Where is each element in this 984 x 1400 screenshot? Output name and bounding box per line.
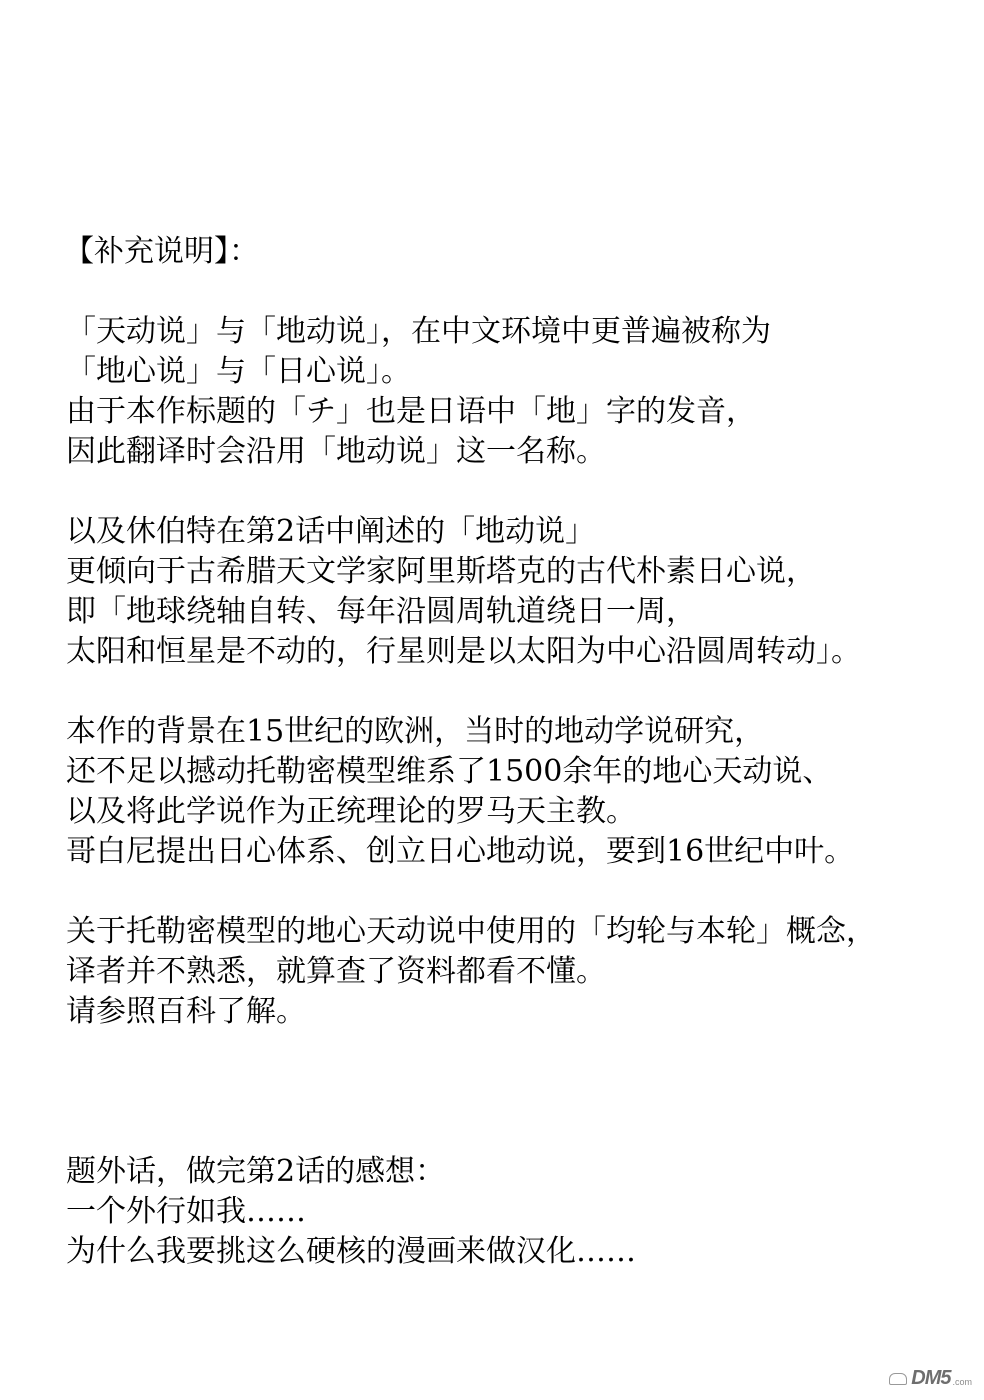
text-line: 题外话，做完第2话的感想： — [66, 1154, 446, 1189]
text-line: 「天动说」与「地动说」，在中文环境中更普遍被称为 — [66, 314, 771, 349]
text-line: 本作的背景在15世纪的欧洲，当时的地动学说研究， — [66, 714, 765, 749]
text-line: 以及休伯特在第2话中阐述的「地动说」 — [66, 514, 596, 549]
paragraph-terminology — [66, 312, 966, 472]
watermark-suffix: .com — [952, 1376, 972, 1387]
site-watermark — [889, 1367, 972, 1390]
text-line: 由于本作标题的「チ」也是日语中「地」字的发音， — [66, 394, 756, 429]
translator-note — [66, 232, 966, 1272]
cat-ears-icon — [889, 1373, 907, 1385]
text-line: 请参照百科了解。 — [66, 994, 306, 1029]
text-line: 为什么我要挑这么硬核的漫画来做汉化…… — [66, 1234, 636, 1269]
text-line: 一个外行如我…… — [66, 1194, 306, 1229]
text-line: 还不足以撼动托勒密模型维系了1500余年的地心天动说、 — [66, 754, 833, 789]
text-line: 译者并不熟悉，就算查了资料都看不懂。 — [66, 954, 606, 989]
text-line: 以及将此学说作为正统理论的罗马天主教。 — [66, 794, 636, 829]
text-line: 因此翻译时会沿用「地动说」这一名称。 — [66, 434, 606, 469]
text-line: 关于托勒密模型的地心天动说中使用的「均轮与本轮」概念， — [66, 914, 876, 949]
watermark-logo: DM5 — [911, 1367, 951, 1389]
paragraph-epicycles — [66, 912, 966, 1032]
text-line: 更倾向于古希腊天文学家阿里斯塔克的古代朴素日心说， — [66, 554, 816, 589]
paragraph-background — [66, 712, 966, 872]
note-heading: 【补充说明】： — [64, 234, 259, 269]
paragraph-hubert — [66, 512, 966, 672]
text-line: 哥白尼提出日心体系、创立日心地动说，要到16世纪中叶。 — [66, 834, 855, 869]
text-line: 即「地球绕轴自转、每年沿圆周轨道绕日一周， — [66, 594, 696, 629]
text-line: 太阳和恒星是不动的，行星则是以太阳为中心沿圆周转动」。 — [66, 634, 861, 669]
text-line: 「地心说」与「日心说」。 — [66, 354, 411, 389]
paragraph-afterword — [66, 1152, 966, 1272]
